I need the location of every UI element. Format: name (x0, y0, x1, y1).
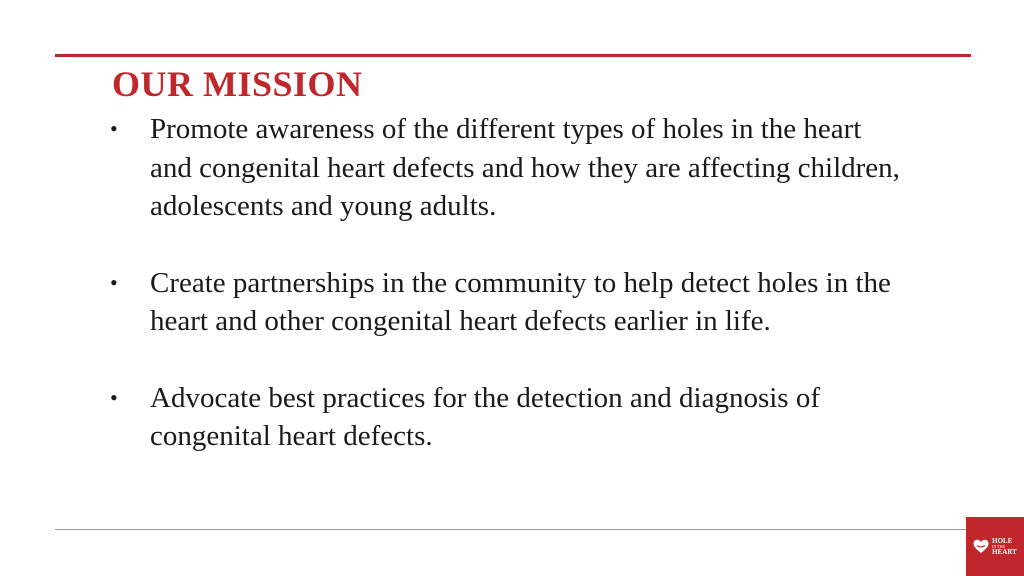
logo-line-in-the: IN THE (992, 543, 1006, 549)
mission-bullet-advocate (110, 379, 900, 456)
logo-wordmark (992, 538, 1017, 556)
bullet-text: Advocate best practices for the detection and diagnosis of congenital heart defects. (150, 381, 820, 452)
mission-bullet-partnerships (110, 264, 900, 341)
bottom-divider (55, 529, 971, 530)
bullet-text: Promote awareness of the different types of holes in the heart and congenital heart defects and how they are affecting children, adolescents and young adults. (150, 113, 900, 222)
bullet-marker: • (110, 116, 118, 141)
heart-hands-icon (973, 539, 989, 554)
logo-line-heart: HEART (992, 547, 1017, 556)
top-accent-rule (55, 54, 971, 57)
bullet-marker: • (110, 269, 118, 295)
logo-line-hole: HOLE (992, 536, 1013, 545)
bullet-text: Create partnerships in the community to help detect holes in the heart and other congenital heart defects earlier in life. (150, 266, 891, 337)
slide-title: OUR MISSION (112, 64, 363, 104)
hole-in-the-heart-logo (966, 517, 1024, 576)
mission-bullet-awareness (110, 110, 900, 226)
mission-bullet-list (110, 110, 900, 456)
bullet-marker: • (110, 384, 118, 410)
